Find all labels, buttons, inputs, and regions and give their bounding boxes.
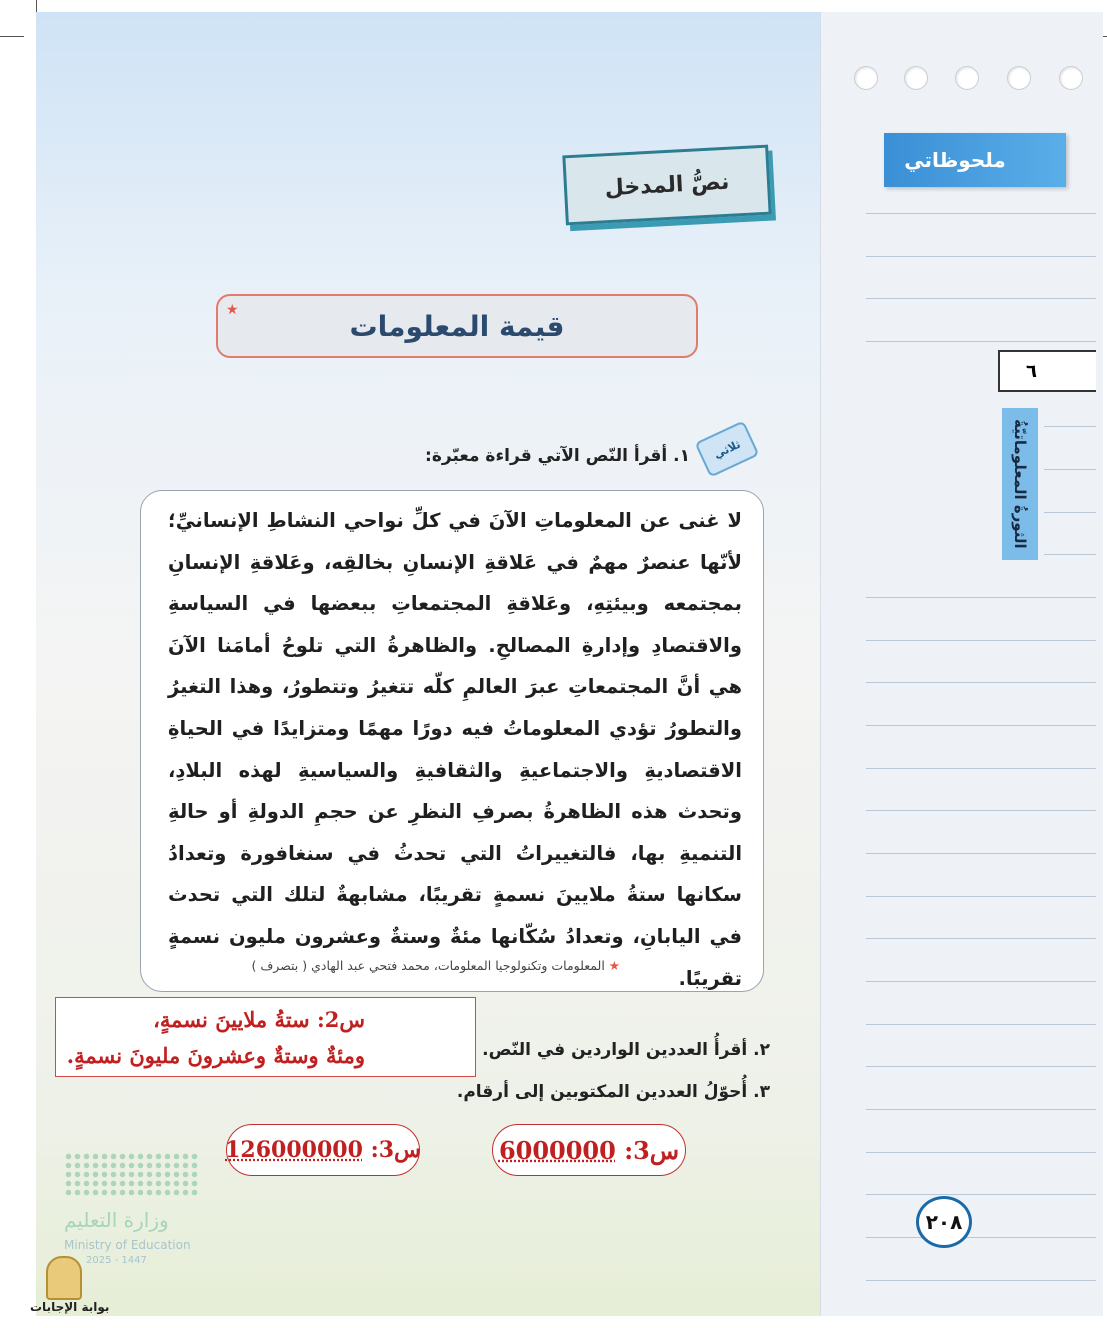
note-line: [866, 810, 1096, 811]
chapter-title: الثورةُ المعلوماتيّةُ: [1002, 408, 1038, 560]
chapter-number: ٦: [998, 350, 1096, 392]
answer-3-oval-a: [492, 1124, 686, 1176]
note-line: [866, 725, 1096, 726]
binder-hole: [955, 66, 979, 90]
note-line: [866, 1152, 1096, 1153]
ministry-years: 2025 - 1447: [86, 1255, 147, 1266]
note-line: [1044, 469, 1096, 470]
note-line: [866, 341, 1096, 342]
note-line: [866, 938, 1096, 939]
star-icon: ★: [226, 302, 239, 318]
answer-3a-value: 6000000: [498, 1135, 616, 1165]
answer-3-oval-b: [226, 1124, 420, 1176]
note-line: [866, 1237, 1096, 1238]
question-3: ٣. أُحوّلُ العددين المكتوبين إلى أرقام.: [456, 1082, 770, 1102]
question-1: ١. أقرأ النّص الآتي قراءة معبّرة:: [425, 446, 690, 466]
answer-2-box: [55, 997, 476, 1077]
answer-3a-label: س3:: [624, 1135, 680, 1165]
portal-logo-icon: [46, 1256, 82, 1300]
note-line: [1044, 554, 1096, 555]
note-line: [866, 597, 1096, 598]
reading-activity-icon: ثلاثي: [694, 420, 759, 477]
lesson-title: قيمة المعلومات: [216, 294, 698, 358]
note-line: [866, 896, 1096, 897]
note-line: [866, 1194, 1096, 1195]
note-line: [866, 1024, 1096, 1025]
binder-hole: [1007, 66, 1031, 90]
note-line: [1044, 426, 1096, 427]
note-line: [866, 768, 1096, 769]
answer-3b-label: س3:: [370, 1137, 421, 1163]
answer-2-text-2: ومئةٌ وستةٌ وعشرونَ مليونَ نسمةٍ.: [66, 1043, 365, 1068]
binder-hole: [1059, 66, 1083, 90]
note-line: [1044, 512, 1096, 513]
note-line: [866, 853, 1096, 854]
note-line: [866, 256, 1096, 257]
ministry-name-arabic: وزارة التعليم: [64, 1208, 169, 1232]
star-icon: ★: [608, 958, 620, 973]
ministry-logo: [64, 1152, 200, 1198]
note-line: [866, 682, 1096, 683]
binder-hole: [904, 66, 928, 90]
answer-2-line-1: [64, 1002, 365, 1038]
ministry-name-english: Ministry of Education: [64, 1238, 191, 1252]
notes-margin: [820, 12, 1103, 1316]
answer-3b-value: 126000000: [225, 1137, 363, 1163]
note-line: [866, 640, 1096, 641]
question-2: ٢. أقرأُ العددين الواردين في النّص.: [482, 1040, 770, 1060]
source-citation: [176, 958, 620, 973]
answer-2-text-1: ستةُ ملايينَ نسمةٍ،: [153, 1007, 310, 1032]
source-text: المعلومات وتكنولوجيا المعلومات، محمد فتحي عبد الهادي ( بتصرف ): [251, 958, 605, 973]
note-line: [866, 981, 1096, 982]
note-line: [866, 1109, 1096, 1110]
binder-hole: [854, 66, 878, 90]
section-tag: نصُّ المدخل: [562, 145, 771, 226]
passage-text: لا غنى عن المعلوماتِ الآنَ في كلِّ نواحي النشاطِ الإنسانيِّ؛ لأنّها عنصرٌ مهمٌ في عَلاقةِ الإنسانِ بخالقِه، وعَلاقةِ الإنسانِ بمجتمعه وبيئتِهِ، وعَلاقةِ المجتمعاتِ ببعضها في السياسةِ والاقتصادِ وإدارةِ المصالحِ. والظاهرةُ التي تلوحُ أمامَنا الآنَ هي أنَّ المجتمعاتِ عبرَ العالمِ كلّه تتغيرُ وتتطورُ، وهذا التغيرُ والتطورُ تؤدي المعلوماتُ فيه دورًا مهمًا ومتزايدًا في الحياةِ الاقتصاديةِ والاجتماعيةِ والثقافيةِ والسياسيةِ لهذه البلادِ، وتحدث هذه الظاهرةُ بصرفِ النظرِ عن حجمِ الدولةِ أو حالةِ التنميةِ بها، فالتغييراتُ التي تحدثُ في سنغافورة وتعدادُ سكانها ستةُ ملايينَ نسمةٍ تقريبًا، مشابهةٌ لتلك التي تحدث في اليابانِ، وتعدادُ سُكّانها مئةٌ وستةٌ وعشرون مليون نسمةٍ تقريبًا.: [168, 509, 742, 990]
answer-2-label: س2:: [316, 1007, 365, 1032]
note-line: [866, 1066, 1096, 1067]
note-line: [866, 1280, 1096, 1281]
page-number: ٢٠٨: [916, 1196, 972, 1248]
note-line: [866, 298, 1096, 299]
notes-title: ملحوظاتي: [884, 133, 1066, 187]
note-line: [866, 213, 1096, 214]
crop-mark: [0, 36, 24, 37]
portal-name: بوابة الإجابات: [30, 1300, 110, 1314]
